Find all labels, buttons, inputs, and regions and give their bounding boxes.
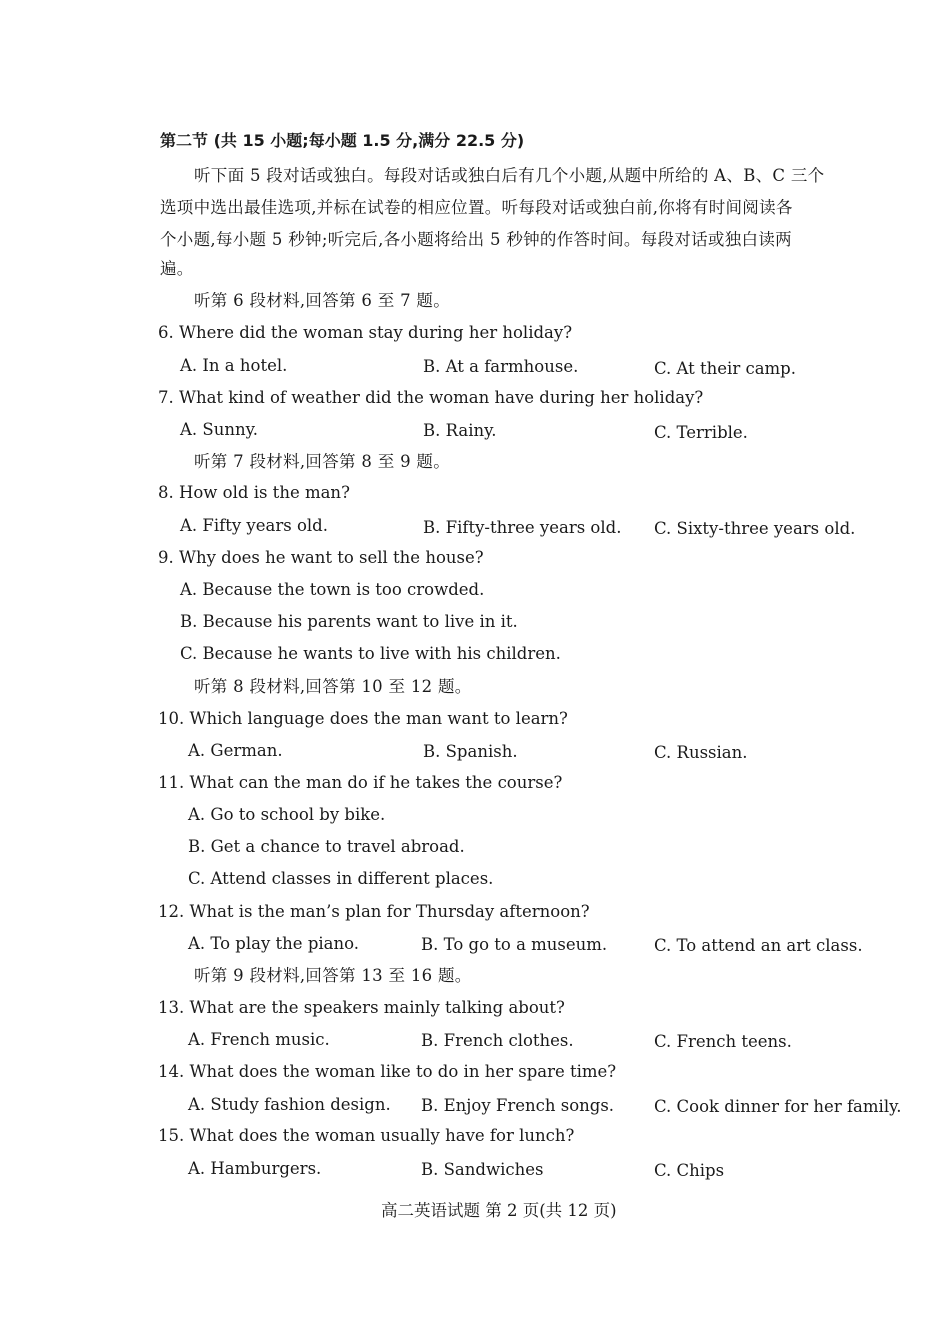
question-12-option-b: B. To go to a museum. [421,935,608,954]
question-15: 15. What does the woman usually have for lunch? [158,1126,575,1145]
question-10: 10. Which language does the man want to learn? [158,709,568,728]
question-14-option-a: A. Study fashion design. [188,1095,391,1114]
question-11-option-b: B. Get a chance to travel abroad. [188,837,465,856]
question-14-option-c: C. Cook dinner for her family. [654,1097,902,1116]
question-7-option-b: B. Rainy. [423,421,497,440]
question-6-option-b: B. At a farmhouse. [423,357,579,376]
question-9-option-c: C. Because he wants to live with his children. [180,644,561,663]
question-6-option-c: C. At their camp. [654,359,796,378]
question-8-option-c: C. Sixty-three years old. [654,519,856,538]
question-12-option-a: A. To play the piano. [188,934,360,953]
section-title: 第二节 (共 15 小题;每小题 1.5 分,满分 22.5 分) [160,131,525,150]
question-10-option-c: C. Russian. [654,743,748,762]
question-8: 8. How old is the man? [158,483,350,502]
question-8-option-b: B. Fifty-three years old. [423,518,622,537]
question-6-option-a: A. In a hotel. [180,356,288,375]
question-15-option-a: A. Hamburgers. [188,1159,322,1178]
page-footer: 高二英语试题 第 2 页(共 12 页) [381,1201,617,1220]
question-11-option-a: A. Go to school by bike. [188,805,386,824]
question-10-option-a: A. German. [188,741,283,760]
question-10-option-b: B. Spanish. [423,742,518,761]
question-9-option-a: A. Because the town is too crowded. [180,580,485,599]
question-11: 11. What can the man do if he takes the course? [158,773,563,792]
question-14-option-b: B. Enjoy French songs. [421,1096,615,1115]
instruction-line-1: 听下面 5 段对话或独白。每段对话或独白后有几个小题,从题中所给的 A、B、C 三个 [194,166,825,185]
question-7-option-a: A. Sunny. [180,420,258,439]
question-15-option-b: B. Sandwiches [421,1160,544,1179]
question-15-option-c: C. Chips [654,1161,725,1180]
question-6: 6. Where did the woman stay during her holiday? [158,323,573,342]
question-13: 13. What are the speakers mainly talking about? [158,998,565,1017]
material-6-heading: 听第 6 段材料,回答第 6 至 7 题。 [194,291,451,310]
question-8-option-a: A. Fifty years old. [180,516,328,535]
instruction-line-2: 选项中选出最佳选项,并标在试卷的相应位置。听每段对话或独白前,你将有时间阅读各 [160,198,793,217]
material-8-heading: 听第 8 段材料,回答第 10 至 12 题。 [194,677,472,696]
question-11-option-c: C. Attend classes in different places. [188,869,494,888]
question-14: 14. What does the woman like to do in her spare time? [158,1062,617,1081]
instruction-line-4: 遍。 [160,259,194,278]
question-13-option-a: A. French music. [188,1030,330,1049]
question-9: 9. Why does he want to sell the house? [158,548,484,567]
material-9-heading: 听第 9 段材料,回答第 13 至 16 题。 [194,966,472,985]
question-9-option-b: B. Because his parents want to live in it. [180,612,518,631]
question-12: 12. What is the man’s plan for Thursday afternoon? [158,902,590,921]
question-13-option-c: C. French teens. [654,1032,792,1051]
question-7-option-c: C. Terrible. [654,423,748,442]
material-7-heading: 听第 7 段材料,回答第 8 至 9 题。 [194,452,451,471]
instruction-line-3: 个小题,每小题 5 秒钟;听完后,各小题将给出 5 秒钟的作答时间。每段对话或独白读两 [160,230,792,249]
question-12-option-c: C. To attend an art class. [654,936,863,955]
question-7: 7. What kind of weather did the woman have during her holiday? [158,388,704,407]
question-13-option-b: B. French clothes. [421,1031,574,1050]
